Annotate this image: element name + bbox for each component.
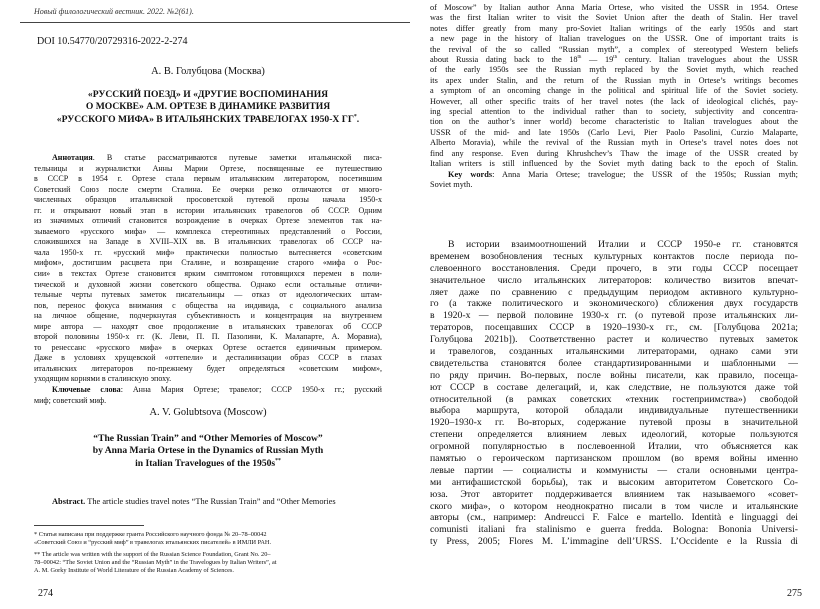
abstract-ru-line: мифом», достигшим расцвета при Сталине, и возвращение старого «мифа о Рос-	[34, 258, 382, 268]
main-text-line: 1920–1930-х гг. Во-вторых, содержание путевой прозы в значительной	[430, 417, 798, 429]
keywords-ru: Ключевые слова: Анна Мария Ортезе; травелог; СССР 1950-х гг.; русский	[52, 385, 382, 395]
header-rule	[20, 22, 410, 23]
abstract-en-line: a symptom of an oncoming change in the political and spiritual life of the Soviet society.	[430, 86, 798, 96]
footnote-rule	[34, 525, 144, 526]
abstract-en-line: notes differ greatly from many pro-Soviet Italian writings of the early 1950s and start	[430, 23, 798, 33]
abstract-en-line: a new page in the history of Italian travelogues on the USSR. One of important traits is	[430, 34, 798, 44]
main-text-line: в 1920-х — первой половине 1930-х гг. (о путевой прозе итальянских ли-	[430, 310, 798, 322]
page-number-left: 274	[38, 588, 53, 599]
footnote-line: * Статья написана при поддержке гранта Российского научного фонда № 20–78–00042	[34, 531, 267, 538]
footnote-mark: **	[275, 457, 281, 464]
abstract-en-line: However, all other specific traits of her travel notes (the lack of ideological clichés, pay-	[430, 96, 798, 106]
title-ru-line: «РУССКИЙ ПОЕЗД» И «ДРУГИЕ ВОСПОМИНАНИЯ	[87, 89, 329, 100]
abstract-ru-line: чала 1950-х гг. «русский миф» практически полностью вытесняется «советским	[34, 247, 382, 257]
abstract-ru-line: тельницы и журналистки Анны Марии Ортезе, посвященные ее путешествию	[34, 163, 382, 173]
abstract-en-line: find any response. Even during Khrushchev’s Thaw the image of the USSR created by	[430, 148, 798, 158]
abstract-en-line: about Russia dating back to the 18th — 19th century. Italian travelogues about the USSR	[430, 55, 798, 65]
abstract-ru-line: гг. и открывают новый этап в истории итальянских травелогов об СССР. Одним	[34, 205, 382, 215]
abstract-en-continued	[430, 3, 798, 190]
abstract-ru-line: тической и духовной жизни советского общества. Однако если остальные отличи-	[34, 279, 382, 289]
abstract-en-line: of Moscow” by Italian author Anna Maria Ortese, who visited the USSR in 1954. Ortese	[430, 3, 798, 12]
abstract-ru-line: сии» в текстах Ортезе становится ярким симптомом готовящихся перемен в поли-	[34, 269, 382, 279]
main-text-line: тераторов, посещавших СССР в 1920–1930-х гг., см. [Голубцова 2021a;	[430, 322, 798, 334]
footnote-ru	[34, 531, 384, 547]
author-ru: А. В. Голубцова (Москва)	[151, 66, 265, 77]
abstract-en-line: was the first Italian writer to visit the Soviet Union after the death of Stalin. Her travel	[430, 13, 798, 23]
main-text-line: выбора маршрута, которой обладали индивидуальные путешественники	[430, 405, 798, 417]
abstract-ru-line: второй половины 1950-х гг. (К. Леви, П. П. Пазолини, К. Малапарте, А. Моравиа),	[34, 332, 382, 342]
footnote-line: ** The article was written with the support of the Russian Science Foundation, Grant No. 20–	[34, 551, 271, 558]
main-text-line: ляет даже по сравнению с предыдущим периодом активного культурно-	[430, 286, 798, 298]
abstract-en-line: USSR of the mid- and late 1950s (Carlo Levi, Pier Paolo Pasolini, Curzio Malaparte,	[430, 127, 798, 137]
abstract-ru-line: Советский Союз после смерти Сталина. Ее очерки резко отличаются от много-	[34, 184, 382, 194]
main-text-line: относительной (в рамках советских «техник гостеприимства») свободой	[430, 393, 798, 405]
title-ru-line: «РУССКОГО МИФА» В ИТАЛЬЯНСКИХ ТРАВЕЛОГАХ 1950-Х ГГ*.	[56, 113, 360, 125]
abstract-ru-line: Аннотация. В статье рассматриваются путевые заметки итальянской писа-	[52, 153, 382, 162]
title-en	[34, 433, 382, 470]
abstract-ru-line: на личное общение, подчеркнутая субъективность и концентрация на внутреннем	[34, 311, 382, 321]
abstract-en-start	[34, 497, 382, 508]
main-text-line: авторы (см., например: Andreucci F. Falce e martello. Identità e linguaggi dei	[430, 512, 798, 524]
abstract-ru-line: тельные черты путевых заметок писательницы — отказ от идеологических штам-	[34, 290, 382, 300]
main-text-line: го (а также политического и экономического) сближения двух государств	[430, 298, 798, 310]
page-number-right: 275	[787, 588, 802, 599]
main-text-line: и травелогов, созданных итальянскими литераторами, однако сами эти	[430, 346, 798, 358]
running-head: Новый филологический вестник. 2022. №2(61).	[34, 7, 194, 16]
main-text-line: В истории взаимоотношений Италии и СССР 1950-е гг. становятся	[448, 239, 798, 250]
title-en-line: by Anna Maria Ortese in the Dynamics of Russian Myth	[92, 445, 324, 457]
abstract-ru-line: зываемого «русского мифа» — комплекса стереотипных представлений о России,	[34, 226, 382, 236]
keywords-ru-line: миф; советский миф.	[34, 395, 107, 405]
doi: DOI 10.54770/20729316-2022-2-274	[37, 36, 188, 47]
keywords-en: Key words: Anna Maria Ortese; travelogue; the USSR of the 1950s; Russian myth;	[448, 169, 798, 179]
main-text-line: ского мифа», о котором неоднократно писали в том числе и итальянские	[430, 500, 798, 512]
main-text-line: памятью о героическом партизанском прошлом (во время войны именно	[430, 453, 798, 465]
main-text-line: comunisti italiani fra stalinismo e guerra fredda. Bologna: Bononia Universi-	[430, 524, 798, 536]
abstract-en-line: ing special attention to the individual rather than to society, subjectivity and concentra-	[430, 107, 798, 117]
right-page	[410, 0, 820, 609]
abstract-ru-line: мире автора — находят свое продолжение в итальянских травелогах об СССР	[34, 321, 382, 331]
footnote-mark: *	[353, 113, 357, 120]
footnote-line: A. M. Gorky Institute of World Literature of the Russian Academy of Sciences.	[34, 567, 234, 574]
main-text-line: свидетельства становятся более стандартизированными и шаблонными —	[430, 357, 798, 369]
main-text-line: по ряду причин. Во-первых, после войны писатели, как правило, посеща-	[430, 369, 798, 381]
abstract-ru-line: пов, перенос фокуса внимания с общества на индивида, с социального анализа	[34, 300, 382, 310]
abstract-en-line: the revival of the so called “Russian myth”, a complex of stereotyped Western beliefs	[430, 44, 798, 54]
main-text-line: левые партии — социалисты и коммунисты — стали основными центра-	[430, 464, 798, 476]
abstract-ru-line: уходящим корнями в сталинскую эпоху.	[34, 374, 172, 384]
main-text-line: огромной популярностью в послевоенной Италии, что объясняется как	[430, 441, 798, 453]
abstract-en-line: Alberto Moravia), while the revival of the Russian myth in Ortese’s travel notes does not	[430, 138, 798, 148]
keywords-en-line: Soviet myth.	[430, 179, 473, 189]
abstract-en-line: tion on the author’s inner world) become characteristic to Italian travelogues about the	[430, 117, 798, 127]
abstract-ru-line: численных образцов итальянской просоветской путевой прозы начала 1950-х	[34, 195, 382, 205]
abstract-en-line: Italian writers is still influenced by the Soviet myth dating back to the epoch of Stalin.	[430, 159, 798, 169]
abstract-ru	[34, 153, 382, 406]
title-ru-line: О МОСКВЕ» А.М. ОРТЕЗЕ В ДИНАМИКЕ РАЗВИТИЯ	[85, 101, 331, 113]
main-text-line: степени определяется влиянием левых идеологий, которые пользуются	[430, 429, 798, 441]
main-text-line: временем возобновления тесных культурных контактов после периода по-	[430, 250, 798, 262]
footnote-en	[34, 551, 384, 575]
abstract-en-line: Abstract. The article studies travel notes “The Russian Train” and “Other Memories	[52, 497, 336, 506]
main-text-line: ty Press, 2005; Flores M. L’immagine dell’URSS. L’Occidente e la Russia di	[430, 536, 798, 548]
abstract-ru-line: сложившихся на Западе в XVIII–XIX вв. В итальянских травелогах об СССР на-	[34, 237, 382, 247]
title-ru	[34, 89, 382, 126]
abstract-ru-line: в СССР в 1954 г. Ортезе стала первым итальянским литератором, посетившим	[34, 174, 382, 184]
abstract-en-line: its apex under Stalin, and the return of the Russian myth in Ortese’s writings becomes	[430, 75, 798, 85]
main-text-line: значительное число итальянских литераторов: количество визитов впечат-	[430, 274, 798, 286]
title-en-line: in Italian Travelogues of the 1950s**	[135, 457, 281, 469]
abstract-ru-line: итальянских литераторов по-прежнему будет определяться «советским мифом»,	[34, 363, 382, 373]
main-text-line: слевоенного восстановления. Среди прочего, в эти годы СССР посещает	[430, 262, 798, 274]
title-en-line: “The Russian Train” and “Other Memories of Moscow”	[93, 433, 323, 444]
main-text	[430, 239, 798, 548]
abstract-en-line: of the early 1950s see the Russian myth replaced by the Soviet myth, which reached	[430, 65, 798, 75]
footnote-line: 78–00042: “The Soviet Union and the “Russian Myth” in the Travelogues by Italian Writers”, at	[34, 559, 277, 566]
abstract-ru-line: то ренессанс «русского мифа» в очерках Ортезе остается единичным примером.	[34, 342, 382, 352]
main-text-line: ми антифашистской борьбы), так и высоким авторитетом Советского Со-	[430, 476, 798, 488]
abstract-ru-line: Даже в условиях хрущевской «оттепели» и десталинизации образ СССР в глазах	[34, 353, 382, 363]
author-en: A. V. Golubtsova (Moscow)	[149, 407, 267, 418]
abstract-ru-line: из значимых отличий становится возрождение в очерках Ортезе элементов так на-	[34, 216, 382, 226]
main-text-line: Голубцова 2021b]). Соответственно растет и количество путевых заметок	[430, 334, 798, 346]
footnote-line: «Советский Союз и “русский миф” в травелогах итальянских писателей» в ИМЛИ РАН.	[34, 539, 272, 546]
main-text-line: ют СССР в составе делегаций, и, как следствие, не пользуются даже той	[430, 381, 798, 393]
main-text-line: юза. Этот авторитет поддерживается влиянием так называемого «совет-	[430, 488, 798, 500]
